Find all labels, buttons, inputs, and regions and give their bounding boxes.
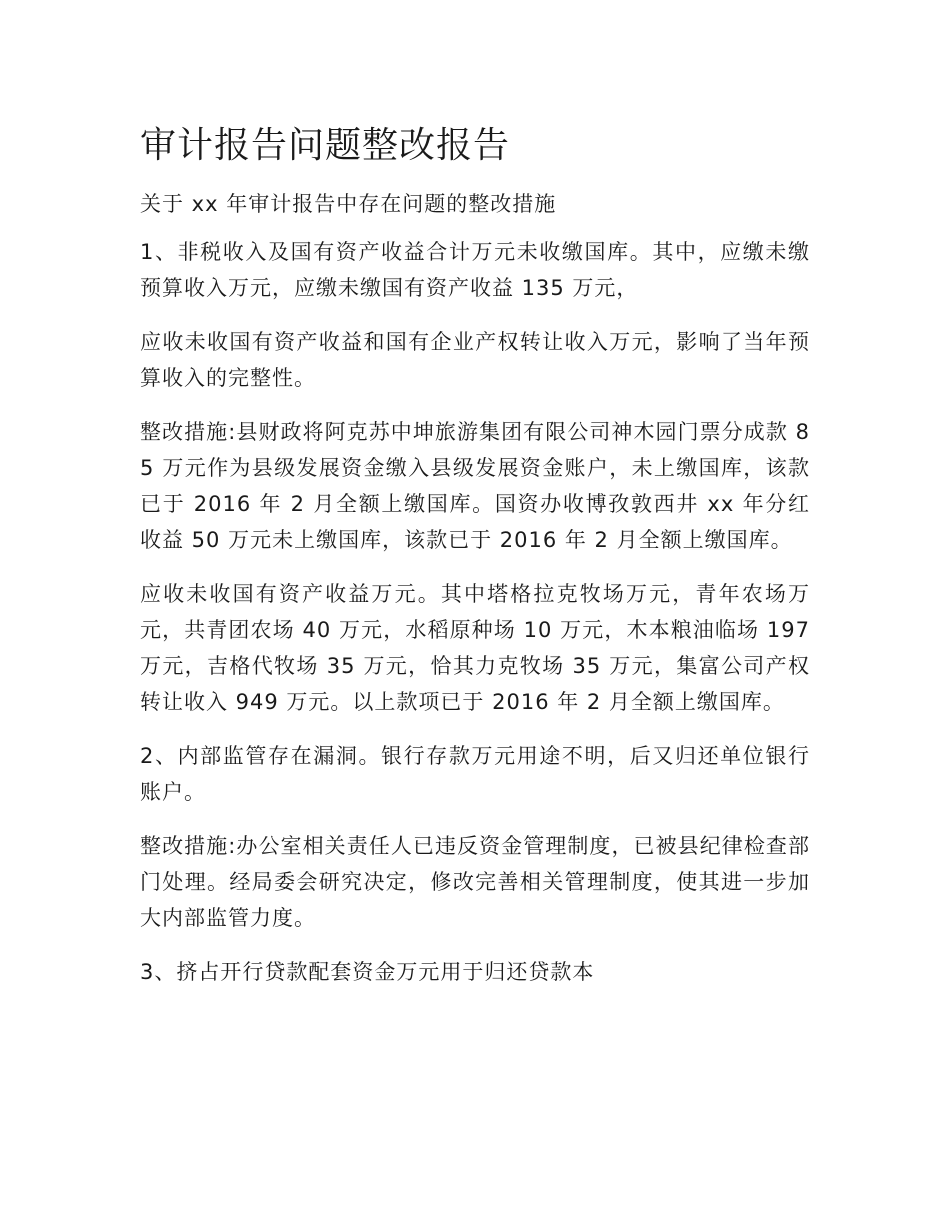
document-page bbox=[140, 118, 810, 1008]
paragraph-receivables-detail: 应收未收国有资产收益万元。其中塔格拉克牧场万元，青年农场万元，共青团农场 40 万元，水稻原种场 10 万元，木本粮油临场 197 万元，吉格代牧场 35 万元，恰其力克牧场 35 万元，集富公司产权转让收入 949 万元。以上款项已于 2016 年 2 月全额上缴国库。 bbox=[140, 582, 810, 714]
paragraph-rectification-1: 整改措施:县财政将阿克苏中坤旅游集团有限公司神木园门票分成款 85 万元作为县级发展资金缴入县级发展资金账户，未上缴国库，该款已于 2016 年 2 月全额上缴国库。国资办收博孜敦西井 xx 年分红收益 50 万元未上缴国库，该款已于 2016 年 2 月全额上缴国库。 bbox=[140, 420, 810, 552]
document-title: 审计报告问题整改报告 bbox=[140, 125, 511, 166]
paragraph-issue-1-continued: 应收未收国有资产收益和国有企业产权转让收入万元，影响了当年预算收入的完整性。 bbox=[140, 330, 810, 390]
paragraph-issue-1: 1、非税收入及国有资产收益合计万元未收缴国库。其中，应缴未缴预算收入万元，应缴未缴国有资产收益 135 万元， bbox=[140, 240, 810, 300]
paragraph-rectification-2: 整改措施:办公室相关责任人已违反资金管理制度，已被县纪律检查部门处理。经局委会研究决定，修改完善相关管理制度，使其进一步加大内部监管力度。 bbox=[140, 834, 810, 930]
paragraph-issue-2: 2、内部监管存在漏洞。银行存款万元用途不明，后又归还单位银行账户。 bbox=[140, 744, 810, 804]
subtitle: 关于 xx 年审计报告中存在问题的整改措施 bbox=[140, 192, 557, 216]
paragraph-issue-3: 3、挤占开行贷款配套资金万元用于归还贷款本 bbox=[140, 960, 595, 984]
